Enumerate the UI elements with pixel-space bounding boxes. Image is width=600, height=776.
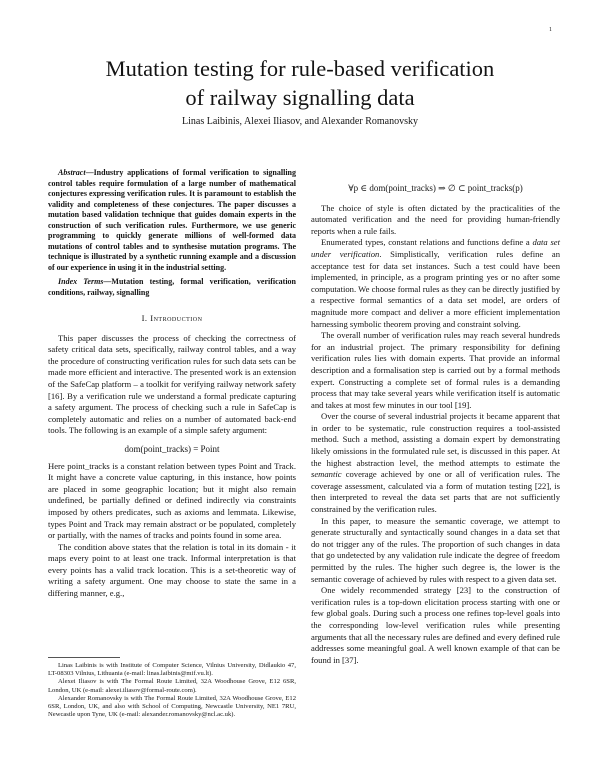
section-number: I. bbox=[141, 313, 148, 323]
index-terms-text: —Mutation testing, formal verification, verification conditions, railway, signalling bbox=[48, 277, 296, 297]
index-terms-label: Index Terms bbox=[58, 277, 104, 286]
footnote-rule bbox=[48, 657, 120, 658]
right-paragraph-6: One widely recommended strategy [23] to the construction of verification rules is a top-down elicitation process starting with one or few global goals. During such a process one refines top-level goals into the corresponding low-level verification rules while presenting arguments that all the necessary rules are defined and every defined rule addresses some meaningful goal. A well known example of that can be found in [37]. bbox=[311, 585, 560, 665]
footnote-iliasov: Alexei Iliasov is with The Formal Route Limited, 32A Woodhouse Grove, E12 6SR, London, UK (e-mail: alexei.iliasov@formal-route.com). bbox=[48, 678, 296, 694]
page-number: 1 bbox=[549, 27, 552, 33]
right-paragraph-4-post: coverage achieved by one or all of verification rules. The coverage assessment, calculated via a form of mutation testing [22], is then interpreted to reveal the data set parts that are not sufficiently constrained by the verification rules. bbox=[311, 469, 560, 515]
right-paragraph-3: The overall number of verification rules may reach several hundreds for an industrial project. The primary responsibility for defining verification rules lies with domain experts. That provide an informal description and a formalisation step is carried out by a formal methods expert. Constructing a complete set of formal rules is a demanding process that may take several years while verification itself is automatic and takes at most few minutes in our tool [19]. bbox=[311, 330, 560, 410]
footnote-romanovsky: Alexander Romanovsky is with The Formal Route Limited, 32A Woodhouse Grove, E12 6SR, London, UK, and also with School of Computing, Newcastle University, NE1 7RU, Newcastle upon Tyne, UK (e-mail: alexander.romanovsky@ncl.ac.uk). bbox=[48, 694, 296, 719]
abstract bbox=[48, 168, 296, 273]
semantic-term: semantic bbox=[311, 469, 342, 480]
title-line-1: Mutation testing for rule-based verification bbox=[105, 56, 495, 81]
right-paragraph-2 bbox=[311, 237, 560, 330]
title-line-2: of railway signalling data bbox=[185, 85, 415, 110]
section-heading bbox=[48, 313, 296, 325]
footnotes bbox=[48, 662, 296, 719]
index-terms bbox=[48, 277, 296, 298]
abstract-text: —Industry applications of formal verification to signalling control tables require formulation of a large number of mathematical conjectures expressing verification rules. It is paramount to establish the validity and completeness of these conjectures. The paper discusses a mutation based validation technique that guides domain experts in the construction of such verification rules. Furthermore, we use generic programming to quickly generate millions of well-formed data mutations of control tables and to synthesise mutation programs. The technique is illustrated by a synthetic running example and a discussion of our experience in using it in the industrial setting. bbox=[48, 168, 296, 272]
right-column bbox=[311, 163, 560, 666]
footnote-laibinis: Linas Laibinis is with Institute of Computer Science, Vilnius University, Didlaukio 47, LT-08303 Vilnius, Lithuania (e-mail: linas.laibinis@mif.vu.lt). bbox=[48, 662, 296, 678]
right-paragraph-5: In this paper, to measure the semantic coverage, we attempt to generate structurally and syntactically sound changes in a data set that do not trigger any of the rules. The proportion of such changes in data that go undetected by any validation rule indicate the degree of freedom permitted by the rules. The higher such degree is, the lower is the semantic coverage of achieved by rules with respect to a given data set. bbox=[311, 515, 560, 584]
section-title: Introduction bbox=[150, 313, 203, 323]
data-set-term: data set under verification bbox=[311, 237, 560, 259]
right-paragraph-2-pre: Enumerated types, constant relations and functions define a bbox=[321, 237, 533, 248]
formula-dom-point: dom(point_tracks) = Point bbox=[124, 443, 220, 454]
intro-paragraph-3: The condition above states that the relation is total in its domain - it maps every point to at least one track. Informal interpretation is that every points has a valid track location. This is a set-theoretic way of writing a safety argument. One may choose to state the same in a differing manner, e.g., bbox=[48, 541, 296, 599]
intro-paragraph-2: Here point_tracks is a constant relation between types Point and Track. It might have a concrete value capturing, in this instance, how points are placed in some geographic location; but it might also remain undefined, be partially defined or defined indirectly via constraints imposed by others predicates, such as axioms and lemmata. Likewise, types Point and Track may remain abstract or be populated, completely or partially, with the names of tracks and points found in some area. bbox=[48, 460, 296, 541]
right-paragraph-1: The choice of style is often dictated by the practicalities of the automated verification and the need for providing human-friendly reports when a rule fails. bbox=[311, 202, 560, 236]
intro-paragraph-1: This paper discusses the process of checking the correctness of safety critical data sets, specifically, railway control tables, and a way the procedure of constructing verification rules for such data sets can be made more efficient and interactive. The presented work is an extension of the SafeCap platform – a toolkit for verifying railway network safety [16]. By a verification rule we understand a formal predicate capturing a safety argument. The process of checking such a rule in SafeCap is completely automatic and relies on a number of automated back-end tools. The following is an example of a simple safety argument: bbox=[48, 332, 296, 436]
author-list: Linas Laibinis, Alexei Iliasov, and Alexander Romanovsky bbox=[182, 116, 418, 127]
abstract-label: Abstract bbox=[58, 168, 86, 177]
right-paragraph-4-pre: Over the course of several industrial projects it became apparent that in order to be systematic, rule construction requires a tool-assisted method. Such a method, assisting a domain expert by demonstrating likely omissions in the formulated rule set, is discussed in this paper. At the highest abstraction level, the method attempts to estimate the bbox=[311, 411, 560, 468]
right-paragraph-2-post: . Simplistically, verification rules define an acceptance test for data set instances. Such a test could have been implemented, in principle, as a program printing yes or no after some computation. We choose formal rules as they can be directly justified by a respective formal semantics of a data set model, are orders of magnitude more compact and deliver a more efficient implementation harnessing symbolic theorem proving and constraint solving. bbox=[311, 248, 560, 329]
right-paragraph-4 bbox=[311, 411, 560, 515]
left-column bbox=[48, 168, 296, 600]
formula-forall-point: ∀p ∈ dom(point_tracks) ⇒ ∅ ⊂ point_tracks(p) bbox=[348, 183, 523, 193]
paper-title bbox=[40, 54, 560, 112]
